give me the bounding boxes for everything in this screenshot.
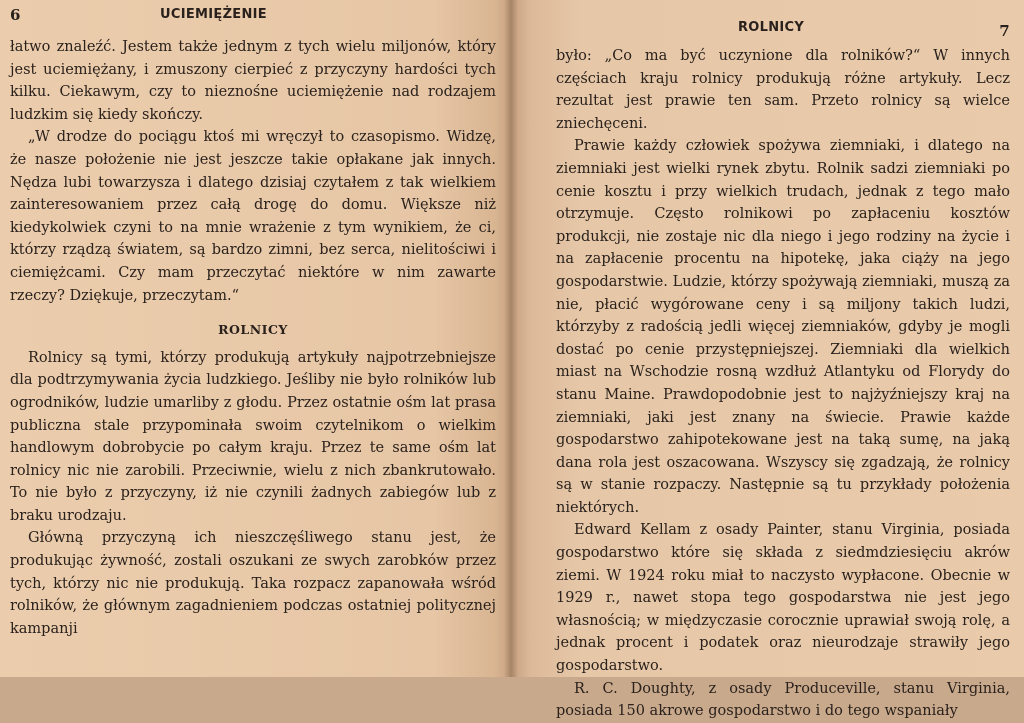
- left-page: [0, 0, 510, 677]
- right-running-head: [556, 18, 1010, 42]
- right-page: [510, 0, 1024, 720]
- left-page-number: 6: [10, 6, 21, 24]
- paragraph: Rolnicy są tymi, którzy produkują artykuły najpotrzebniejsze dla podtrzymywania życia ludzkiego. Jeśliby nie było rolników lub ogrodników, ludzie umarliby z głodu. Przez ostatnie ośm lat prasa publiczna stale przypominała swoim czytelnikom o wielkim handlowym dobrobycie po całym kraju. Przez te same ośm lat rolnicy nic nie zarobili. Przeciwnie, wielu z nich zbankrutowało. To nie było z przyczyny, iż nie czynili żadnych zabiegów lub z braku urodzaju.: [10, 349, 496, 524]
- paragraph: Edward Kellam z osady Painter, stanu Virginia, posiada gospodarstwo które się składa z siedmdziesięciu akrów ziemi. W 1924 roku miał to naczysto wypłacone. Obecnie w 1929 r., nawet stopa tego gospodarstwa nie jest jego własnością; w międzyczasie corocznie uprawiał swoją rolę, a jednak procent i podatek oraz nieurodzaje strawiły jego gospodarstwo.: [556, 522, 1010, 675]
- right-page-number: 7: [999, 22, 1010, 40]
- right-running-title: ROLNICY: [738, 20, 805, 35]
- left-running-head: [10, 6, 496, 30]
- section-heading: ROLNICY: [218, 322, 288, 338]
- paragraph: Prawie każdy człowiek spożywa ziemniaki, i dlatego na ziemniaki jest wielki rynek zbytu. Rolnik sadzi ziemniaki po cenie kosztu i przy wielkich trudach, jednak z tego mało otrzymuje. Często rolnikowi po zapłaceniu kosztów produkcji, nie zostaje nic dla niego i jego rodziny na życie i na zapłacenie procentu na hipotekę, jaka ciąży na jego gospodarstwie. Ludzie, którzy spożywają ziemniaki, muszą za nie, płacić wygórowane ceny i są miljony takich ludzi, którzyby z radością jedli więcej ziemniaków, gdyby je mogli dostać po cenie przystępniejszej. Ziemniaki dla wielkich miast na Wschodzie rosną wzdłuż Atlantyku od Florydy do stanu Maine. Prawdopodobnie jest to najżyźniejszy kraj na ziemniaki, jaki jest znany na świecie. Prawie każde gospodarstwo zahipotekowane jest na taką sumę, na jaką dana rola jest oszacowana. Wszyscy się zgadzają, że rolnicy są w stanie rozpaczy. Następnie są tu przykłady położenia niektórych.: [556, 138, 1010, 516]
- paragraph: było: „Co ma być uczynione dla rolników?“ W innych częściach kraju rolnicy produkują różne artykuły. Lecz rezultat jest prawie ten sam. Przeto rolnicy są wielce zniechęceni.: [556, 48, 1010, 132]
- paragraph: „W drodze do pociągu ktoś mi wręczył to czasopismo. Widzę, że nasze położenie nie jest jeszcze takie opłakane jak innych. Nędza lubi towarzysza i dlatego dzisiaj czytałem z tak wielkiem zainteresowaniem przez całą drogę do domu. Większe niż kiedykolwiek czyni to na mnie wrażenie z tym wynikiem, że ci, którzy rządzą światem, są bardzo zimni, bez serca, nielitościwi i ciemiężcami. Czy mam przeczytać niektóre w nim zawarte rzeczy? Dziękuje, przeczytam.“: [10, 129, 496, 304]
- paragraph: Główną przyczyną ich nieszczęśliwego stanu jest, że produkując żywność, zostali oszukani ze swych zarobków przez tych, którzy nic nie produkują. Taka rozpacz zapanowała wśród rolników, że głównym zagadnieniem podczas ostatniej politycznej kampanji: [10, 530, 496, 637]
- right-body-text: [556, 45, 1010, 723]
- paragraph: R. C. Doughty, z osady Produceville, stanu Virginia, posiada 150 akrowe gospodarstwo i do tego wspaniały: [556, 680, 1010, 720]
- left-running-title: UCIEMIĘŻENIE: [160, 7, 267, 22]
- paragraph: łatwo znaleźć. Jestem także jednym z tych wielu miljonów, który jest uciemiężany, i zmuszony cierpieć z przyczyny hardości tych kilku. Ciekawym, czy to nieznośne uciemiężenie nad rodzajem ludzkim się kiedy skończy.: [10, 39, 496, 123]
- book-gutter: [504, 0, 518, 677]
- left-body-text: [10, 36, 496, 640]
